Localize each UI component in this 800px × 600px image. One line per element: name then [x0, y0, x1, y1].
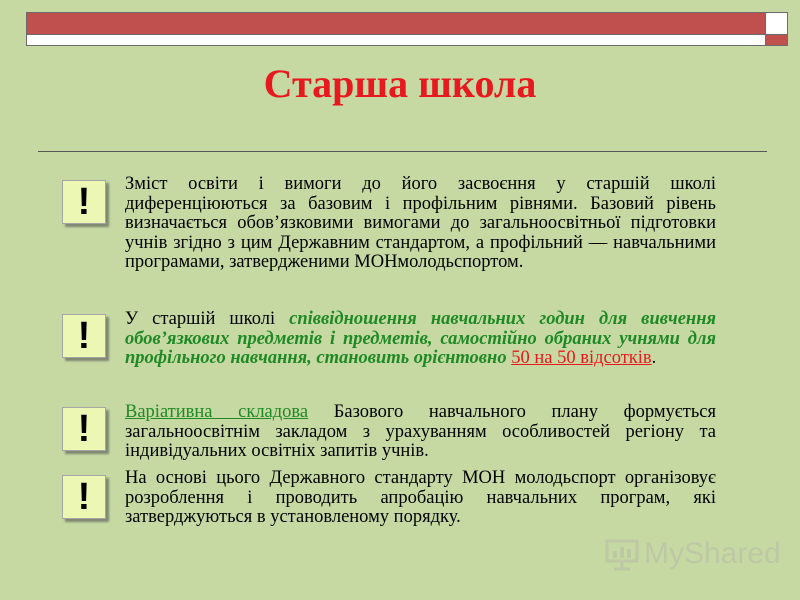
decorative-top-bar [26, 12, 788, 46]
paragraph-hours-ratio [125, 310, 716, 369]
presentation-board-icon [604, 537, 640, 571]
hours-ratio-period: . [651, 348, 657, 368]
top-bar-red-segment [27, 13, 765, 34]
hours-ratio-emphasis: співвідношення навчальних годин для вивчення обов’язкових предметів і предметів, самостійно обраних учнями для профільного навчання, становить орієнтовно [125, 309, 716, 368]
watermark-text: MyShared [644, 537, 781, 570]
watermark-logo [604, 534, 784, 574]
hours-ratio-intro: У старшій школі [125, 309, 290, 329]
paragraph-variable-component [125, 403, 716, 462]
exclamation-badge-1: ! [62, 180, 106, 224]
variable-component-text: Базового навчального плану формується загальноосвітнім закладом з урахуванням особливостей регіону та індивідуальних освітніх запитів учнів. [125, 402, 716, 461]
title-divider [38, 151, 767, 152]
variable-component-link[interactable]: Варіативна складова [125, 402, 309, 422]
exclamation-badge-4: ! [62, 475, 106, 519]
top-bar-white-segment [27, 34, 765, 45]
slide-title: Старша школа [263, 61, 537, 106]
fifty-fifty-link[interactable]: 50 на 50 відсотків [511, 348, 652, 368]
top-bar-red-square [765, 34, 787, 45]
paragraph-program-approval: На основі цього Державного стандарту МОН молодьспорт організовує розроблення і проводить апробацію навчальних програм, які затверджуються в установленому порядку. [125, 468, 716, 527]
top-bar-white-square [765, 13, 787, 34]
paragraph-standard-levels: Зміст освіти і вимоги до його засвоєння у старшій школі диференціюються за базовим і профільним рівнями. Базовий рівень визначається обов’язковими вимогами до загальноосвітньої підготовки учнів згідно з цим Державним стандартом, а профільний — навчальними програмами, затвердженими МОНмолодьспортом. [125, 174, 716, 272]
exclamation-badge-2: ! [62, 314, 106, 358]
exclamation-badge-3: ! [62, 407, 106, 451]
